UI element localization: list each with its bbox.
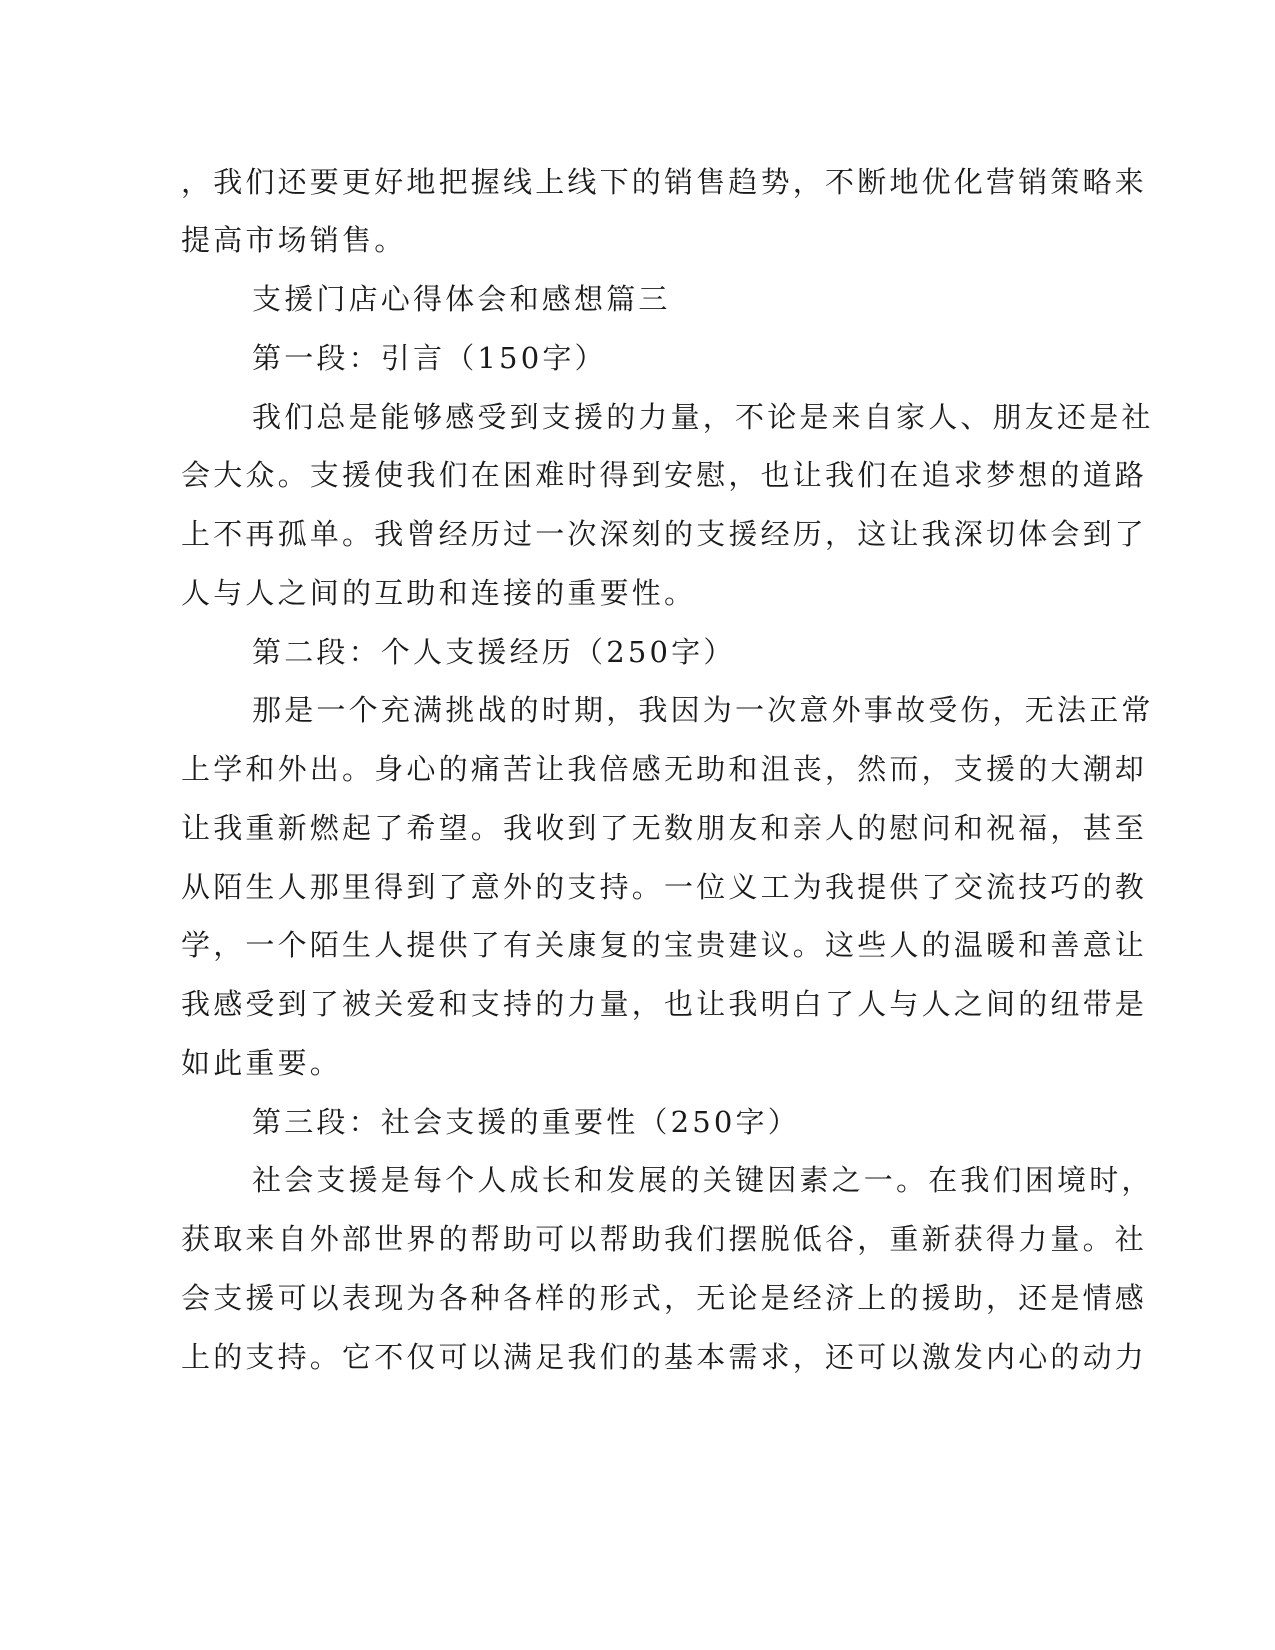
body-line: 上不再孤单。我曾经历过一次深刻的支援经历，这让我深切体会到了	[181, 517, 1148, 551]
body-line: 上的支持。它不仅可以满足我们的基本需求，还可以激发内心的动力	[181, 1340, 1148, 1374]
body-line: 会大众。支援使我们在困难时得到安慰，也让我们在追求梦想的道路	[181, 458, 1148, 492]
body-line: 那是一个充满挑战的时期，我因为一次意外事故受伤，无法正常	[252, 693, 1154, 727]
body-line: 让我重新燃起了希望。我收到了无数朋友和亲人的慰问和祝福，甚至	[181, 811, 1148, 845]
body-line: 我感受到了被关爱和支持的力量，也让我明白了人与人之间的纽带是	[181, 987, 1148, 1021]
section-title: 支援门店心得体会和感想篇三	[252, 282, 671, 316]
body-line: 获取来自外部世界的帮助可以帮助我们摆脱低谷，重新获得力量。社	[181, 1222, 1148, 1256]
body-line: 上学和外出。身心的痛苦让我倍感无助和沮丧，然而，支援的大潮却	[181, 752, 1148, 786]
body-line: 学，一个陌生人提供了有关康复的宝贵建议。这些人的温暖和善意让	[181, 928, 1148, 962]
section-heading: 第三段：社会支援的重要性（250字）	[252, 1105, 800, 1139]
body-line: 我们总是能够感受到支援的力量，不论是来自家人、朋友还是社	[252, 400, 1154, 434]
section-heading: 第一段：引言（150字）	[252, 341, 607, 375]
body-line: 会支援可以表现为各种各样的形式，无论是经济上的援助，还是情感	[181, 1281, 1148, 1315]
body-line: ，我们还要更好地把握线上线下的销售趋势，不断地优化营销策略来	[181, 165, 1148, 199]
body-line: 如此重要。	[181, 1046, 343, 1080]
section-heading: 第二段：个人支援经历（250字）	[252, 635, 736, 669]
body-line: 提高市场销售。	[181, 223, 407, 257]
body-line: 人与人之间的互助和连接的重要性。	[181, 576, 697, 610]
body-line: 社会支援是每个人成长和发展的关键因素之一。在我们困境时，	[252, 1163, 1154, 1197]
body-line: 从陌生人那里得到了意外的支持。一位义工为我提供了交流技巧的教	[181, 870, 1148, 904]
